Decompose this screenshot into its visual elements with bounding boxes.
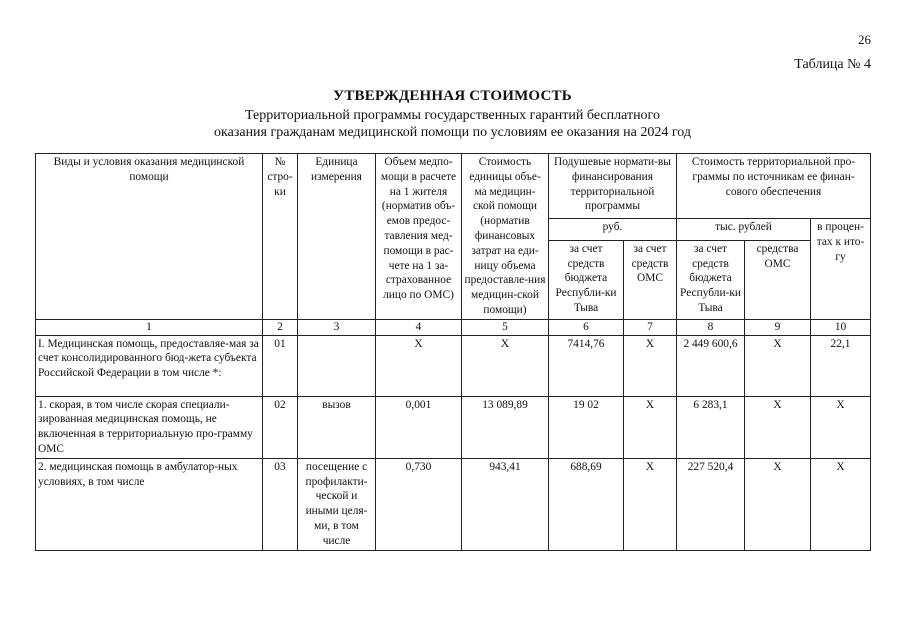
column-number-row — [36, 319, 871, 335]
row-total-budget: 2 449 600,6 — [677, 335, 745, 396]
header-row-number: № стро-ки — [263, 154, 298, 320]
cost-table — [35, 153, 871, 551]
table-label: Таблица № 4 — [794, 57, 871, 72]
row-total-oms: Х — [745, 396, 811, 458]
table-row — [36, 458, 871, 550]
column-number: 1 — [36, 319, 263, 335]
row-total-oms: Х — [745, 335, 811, 396]
document-title: УТВЕРЖДЕННАЯ СТОИМОСТЬ — [333, 88, 572, 104]
row-volume: 0,730 — [376, 458, 462, 550]
header-thousand-rub-unit: тыс. рублей — [677, 219, 811, 241]
header-unit: Единица измерения — [298, 154, 376, 320]
header-per-capita-budget: за счет средств бюджета Республи-ки Тыва — [549, 240, 624, 319]
column-number: 10 — [811, 319, 871, 335]
table-row — [36, 335, 871, 396]
row-number: 02 — [263, 396, 298, 458]
row-unit: посещение с профилакти-ческой и иными целя-ми, в том числе — [298, 458, 376, 550]
header-percent: в процен-тах к ито-гу — [811, 219, 871, 320]
row-number: 01 — [263, 335, 298, 396]
row-unit-cost: 943,41 — [462, 458, 549, 550]
column-number: 7 — [624, 319, 677, 335]
row-per-capita-budget: 688,69 — [549, 458, 624, 550]
row-unit — [298, 335, 376, 396]
column-number: 8 — [677, 319, 745, 335]
document-subtitle — [0, 107, 905, 141]
header-per-capita-oms: за счет средств ОМС — [624, 240, 677, 319]
header-unit-cost: Стоимость единицы объе-ма медицин-ской помощи (норматив финансовых затрат на еди-ницу объема предоставле-ния медицин-ской помощи) — [462, 154, 549, 320]
header-rub-unit: руб. — [549, 219, 677, 241]
header-per-capita-group: Подушевые нормати-вы финансирования территориальной программы — [549, 154, 677, 219]
row-unit: вызов — [298, 396, 376, 458]
row-total-budget: 6 283,1 — [677, 396, 745, 458]
row-per-capita-budget: 7414,76 — [549, 335, 624, 396]
header-service-type: Виды и условия оказания медицинской помощи — [36, 154, 263, 320]
row-percent: Х — [811, 396, 871, 458]
header-total-budget: за счет средств бюджета Республи-ки Тыва — [677, 240, 745, 319]
row-name: 2. медицинская помощь в амбулатор-ных условиях, в том числе — [36, 458, 263, 550]
row-percent: 22,1 — [811, 335, 871, 396]
column-number: 3 — [298, 319, 376, 335]
row-unit-cost: 13 089,89 — [462, 396, 549, 458]
row-per-capita-oms: Х — [624, 396, 677, 458]
column-number: 6 — [549, 319, 624, 335]
row-percent: Х — [811, 458, 871, 550]
row-per-capita-oms: Х — [624, 458, 677, 550]
column-number: 9 — [745, 319, 811, 335]
row-per-capita-budget: 19 02 — [549, 396, 624, 458]
page-number: 26 — [858, 32, 871, 47]
row-per-capita-oms: Х — [624, 335, 677, 396]
header-volume: Объем медпо-мощи в расчете на 1 жителя (норматив объ-емов предос-тавления мед-помощи в рас-чете на 1 за-страхованное лицо по ОМС) — [376, 154, 462, 320]
table-row — [36, 396, 871, 458]
row-name: 1. скорая, в том числе скорая специали-зированная медицинская помощь, не включенная в территориальную про-грамму ОМС — [36, 396, 263, 458]
subtitle-line-2: оказания гражданам медицинской помощи по условиям ее оказания на 2024 год — [214, 125, 691, 140]
column-number: 2 — [263, 319, 298, 335]
row-total-oms: Х — [745, 458, 811, 550]
row-total-budget: 227 520,4 — [677, 458, 745, 550]
column-number: 4 — [376, 319, 462, 335]
column-number: 5 — [462, 319, 549, 335]
header-total-oms: средства ОМС — [745, 240, 811, 319]
header-total-cost-group: Стоимость территориальной про-граммы по источникам ее финан-сового обеспечения — [677, 154, 871, 219]
row-name: I. Медицинская помощь, предоставляе-мая за счет консолидированного бюд-жета субъекта Российской Федерации в том числе *: — [36, 335, 263, 396]
row-number: 03 — [263, 458, 298, 550]
row-unit-cost: Х — [462, 335, 549, 396]
row-volume: 0,001 — [376, 396, 462, 458]
subtitle-line-1: Территориальной программы государственных гарантий бесплатного — [245, 108, 660, 123]
row-volume: Х — [376, 335, 462, 396]
